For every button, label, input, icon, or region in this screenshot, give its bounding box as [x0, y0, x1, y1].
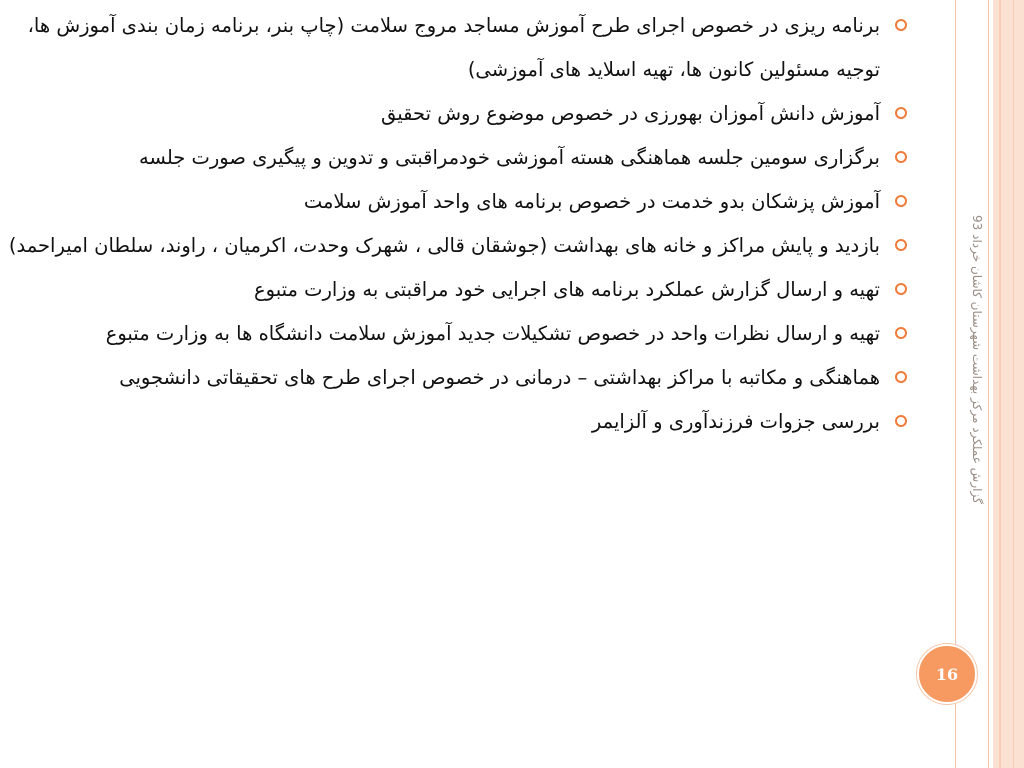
bullet-text: تهیه و ارسال نظرات واحد در خصوص تشکیلات جدید آموزش سلامت دانشگاه ها به وزارت متبوع — [105, 322, 880, 345]
bullet-circle-icon — [895, 415, 907, 427]
bullet-text: برنامه ریزی در خصوص اجرای طرح آموزش مساجد مروج سلامت (چاپ بنر، برنامه زمان بندی آموزش ها، توجیه مسئولین کانون ها، تهیه اسلاید های آموزشی) — [27, 14, 880, 81]
bullet-text: بازدید و پایش مراکز و خانه های بهداشت (جوشقان قالی ، شهرک وحدت، اکرمیان ، راوند، سلطان امیراحمد) — [8, 234, 880, 257]
bullet-item — [6, 136, 910, 180]
side-stripe-line — [999, 0, 1001, 768]
bullet-item — [6, 92, 910, 136]
bullet-text: آموزش دانش آموزان بهورزی در خصوص موضوع روش تحقیق — [381, 102, 880, 125]
bullet-item — [6, 400, 910, 444]
slide-content — [6, 4, 910, 444]
bullet-circle-icon — [895, 371, 907, 383]
side-stripe-line — [988, 0, 989, 768]
bullet-circle-icon — [895, 151, 907, 163]
bullet-circle-icon — [895, 19, 907, 31]
bullet-circle-icon — [895, 283, 907, 295]
bullet-circle-icon — [895, 195, 907, 207]
bullet-circle-icon — [895, 107, 907, 119]
page-number: 16 — [935, 664, 959, 684]
side-stripe-band — [993, 0, 1024, 768]
bullet-circle-icon — [895, 327, 907, 339]
bullet-item — [6, 268, 910, 312]
bullet-text: تهیه و ارسال گزارش عملکرد برنامه های اجرایی خود مراقبتی به وزارت متبوع — [254, 278, 880, 301]
bullet-text: برگزاری سومین جلسه هماهنگی هسته آموزشی خودمراقبتی و تدوین و پیگیری صورت جلسه — [138, 146, 880, 169]
bullet-item — [6, 180, 910, 224]
side-stripe-line — [1013, 0, 1014, 768]
bullet-item — [6, 4, 910, 92]
bullet-item — [6, 356, 910, 400]
bullet-item — [6, 224, 910, 268]
bullet-list — [6, 4, 910, 444]
bullet-item — [6, 312, 910, 356]
page-number-badge — [917, 644, 977, 704]
bullet-text: آموزش پزشکان بدو خدمت در خصوص برنامه های واحد آموزش سلامت — [303, 190, 880, 213]
bullet-text: هماهنگی و مکاتبه با مراکز بهداشتی – درمانی در خصوص اجرای طرح های تحقیقاتی دانشجویی — [119, 366, 880, 389]
bullet-text: بررسی جزوات فرزندآوری و آلزایمر — [591, 410, 880, 433]
bullet-circle-icon — [895, 239, 907, 251]
side-caption: گزارش عملکرد مرکز بهداشت شهرستان کاشان خرداد 93 — [970, 215, 984, 504]
